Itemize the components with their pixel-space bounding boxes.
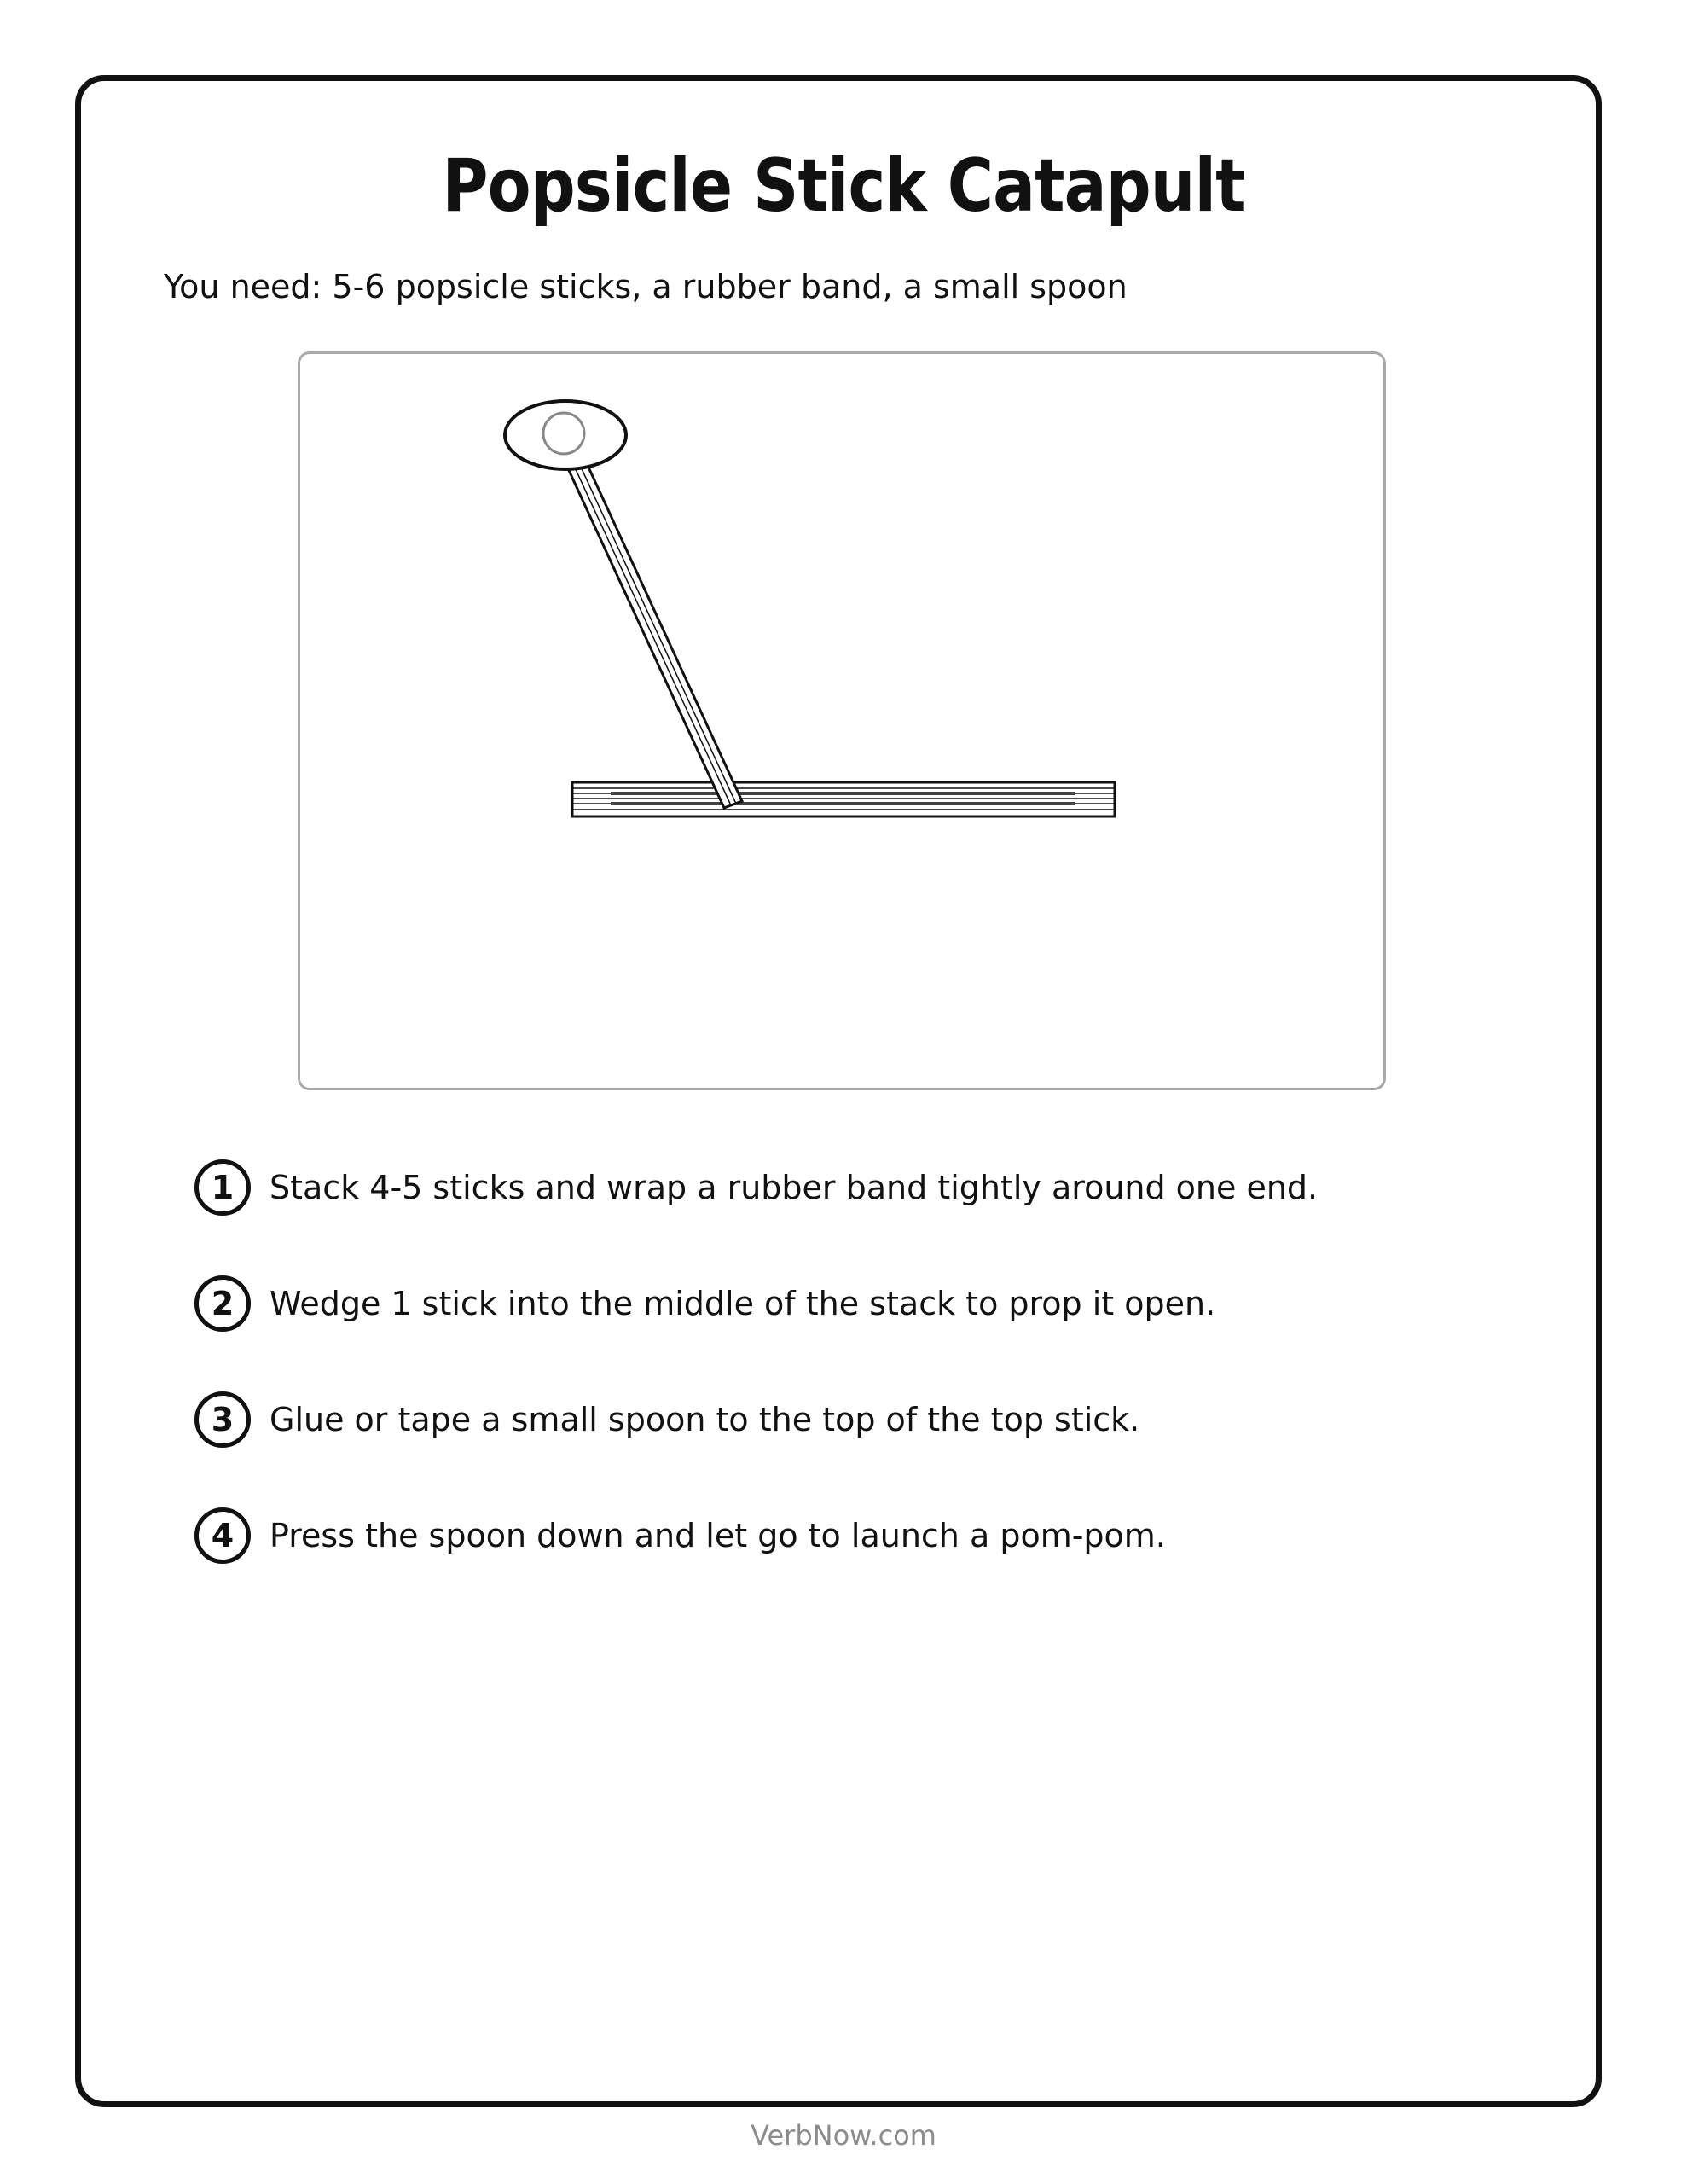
page-title: Popsicle Stick Catapult xyxy=(442,143,1245,229)
step-number-badge: 3 xyxy=(194,1391,251,1448)
catapult-illustration xyxy=(300,354,1383,1088)
catapult-illustration-frame xyxy=(298,351,1386,1090)
step-item xyxy=(194,1153,1318,1222)
pom-pom xyxy=(543,413,584,454)
stick-stack xyxy=(572,782,1115,816)
step-item xyxy=(194,1385,1318,1454)
instruction-steps xyxy=(194,1153,1318,1618)
step-text: Stack 4-5 sticks and wrap a rubber band tightly around one end. xyxy=(270,1169,1319,1206)
step-text: Press the spoon down and let go to launch a pom-pom. xyxy=(270,1517,1166,1554)
step-text: Wedge 1 stick into the middle of the stack to prop it open. xyxy=(270,1285,1216,1322)
step-number-badge: 2 xyxy=(194,1275,251,1332)
launch-arm-stick xyxy=(567,460,742,808)
step-number-badge: 1 xyxy=(194,1159,251,1216)
step-item xyxy=(194,1269,1318,1338)
materials-list: You need: 5-6 popsicle sticks, a rubber band, a small spoon xyxy=(164,268,1128,305)
step-number-badge: 4 xyxy=(194,1507,251,1564)
site-credit: VerbNow.com xyxy=(751,2119,936,2152)
step-text: Glue or tape a small spoon to the top of the top stick. xyxy=(270,1401,1140,1438)
spoon-bowl xyxy=(505,401,626,469)
step-item xyxy=(194,1502,1318,1570)
